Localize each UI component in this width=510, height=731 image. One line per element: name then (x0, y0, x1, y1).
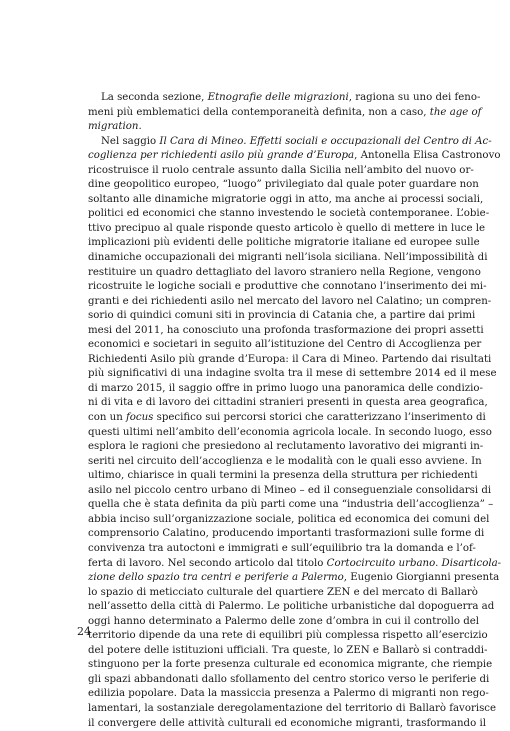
text-line: La seconda sezione, Etnografie delle migrazioni, ragiona su uno dei feno- (101, 92, 481, 103)
text-line: ricostruisce il ruolo centrale assunto dalla Sicilia nell’ambito del nuovo or- (88, 164, 474, 176)
text-line: sorio di quindici comuni siti in provincia di Catania che, a partire dai primi (88, 310, 476, 322)
text-line: con un focus specifico sui percorsi storici che caratterizzano l’inserimento di (88, 412, 486, 424)
text-line: più significativi di una indagine svolta tra il mese di settembre 2014 ed il mese (88, 368, 497, 380)
text-line: zione dello spazio tra centri e periferie a Palermo, Eugenio Giorgianni presenta (88, 572, 500, 584)
text-line: restituire un quadro dettagliato del lavoro straniero nella Regione, vengono (88, 266, 481, 278)
text-line: politici ed economici che stanno investendo le società contemporanee. L’obie- (88, 208, 490, 220)
text-line: Nel saggio Il Cara di Mineo. Effetti sociali e occupazionali del Centro di Ac- (101, 135, 492, 147)
text-line: lo spazio di meticciato culturale del quartiere ZEN e del mercato di Ballarò (88, 586, 478, 598)
text-line: seriti nel circuito dell’accoglienza e le modalità con le quali esso avviene. In (88, 455, 482, 467)
text-line: coglienza per richiedenti asilo più grande d’Europa, Antonella Elisa Castronovo (88, 150, 501, 162)
text-line: meni più emblematici della contemporaneità definita, non a caso, the age of (88, 106, 482, 118)
text-line: questi ultimi nell’ambito dell’economia agricola locale. In secondo luogo, esso (88, 426, 492, 438)
text-line: stinguono per la forte presenza culturale ed economica migrante, che riempie (88, 659, 493, 671)
text-line: economici e societari in seguito all’istituzione del Centro di Accoglienza per (88, 339, 482, 351)
text-line: ttivo precipuo al quale risponde questo articolo è quello di mettere in luce le (88, 222, 486, 234)
text-line: ricostruite le logiche sociali e produttive che connotano l’inserimento dei mi- (88, 281, 487, 293)
text-line: comprensorio Calatino, producendo importanti trasformazioni sulle forme di (88, 528, 485, 540)
text-line: mesi del 2011, ha conosciuto una profonda trasformazione dei propri assetti (88, 324, 484, 336)
text-line: esplora le ragioni che presiedono al reclutamento lavorativo dei migranti in- (88, 441, 484, 453)
text-line: di marzo 2015, il saggio offre in primo luogo una panoramica delle condizio- (88, 382, 483, 394)
text-line: dinamiche occupazionali dei migranti nell’isola siciliana. Nell’impossibilità di (88, 252, 488, 264)
text-line: del potere delle istituzioni ufficiali. Tra queste, lo ZEN e Ballarò si contraddi- (88, 644, 488, 656)
text-line: migration. (88, 121, 142, 133)
text-line: implicazioni più evidenti delle politiche migratorie italiane ed europee sulle (88, 237, 480, 249)
text-line: dine geopolitico europeo, “luogo” privilegiato dal quale poter guardare non (88, 179, 479, 191)
text-line: ferta di lavoro. Nel secondo articolo dal titolo Cortocircuito urbano. Disarticola- (88, 557, 502, 569)
text-line: oggi hanno determinato a Palermo delle zone d’ombra in cui il controllo del (88, 615, 480, 627)
text-line: convivenza tra autoctoni e immigrati e sull’equilibrio tra la domanda e l’of- (88, 542, 476, 554)
text-line: soltanto alle dinamiche migratorie oggi in atto, ma anche ai processi sociali, (88, 193, 484, 205)
text-line: nell’assetto della città di Palermo. Le politiche urbanistiche dal dopoguerra ad (88, 601, 495, 613)
text-line: asilo nel piccolo centro urbano di Mineo – ed il conseguenziale consolidarsi di (88, 484, 492, 496)
text-line: territorio dipende da una rete di equilibri più complessa rispetto all’esercizio (88, 630, 488, 642)
text-line: ni di vita e di lavoro dei cittadini stranieri presenti in questa area geografica, (88, 397, 488, 409)
text-line: ultimo, chiarisce in quali termini la presenza della struttura per richiedenti (88, 470, 478, 482)
body-text (88, 91, 502, 731)
text-line: abbia inciso sull’organizzazione sociale, politica ed economica dei comuni del (88, 513, 490, 525)
text-line: quella che è stata definita da più parti come una “industria dell’accoglienza” – (88, 499, 494, 511)
text-line: edilizia popolare. Data la massiccia presenza a Palermo di migranti non rego- (88, 688, 489, 700)
text-line: lamentari, la sostanziale deregolamentazione del territorio di Ballarò favorisce (88, 702, 497, 714)
text-line: il convergere delle attività culturali ed economiche migranti, trasformando il (88, 717, 486, 729)
page-number: 24 (77, 625, 91, 638)
text-line: Richiedenti Asilo più grande d’Europa: il Cara di Mineo. Partendo dai risultati (88, 353, 492, 365)
text-line: gli spazi abbandonati dallo sfollamento del centro storico verso le periferie di (88, 673, 490, 685)
text-line: granti e dei richiedenti asilo nel mercato del lavoro nel Calatino; un compren- (88, 295, 492, 307)
